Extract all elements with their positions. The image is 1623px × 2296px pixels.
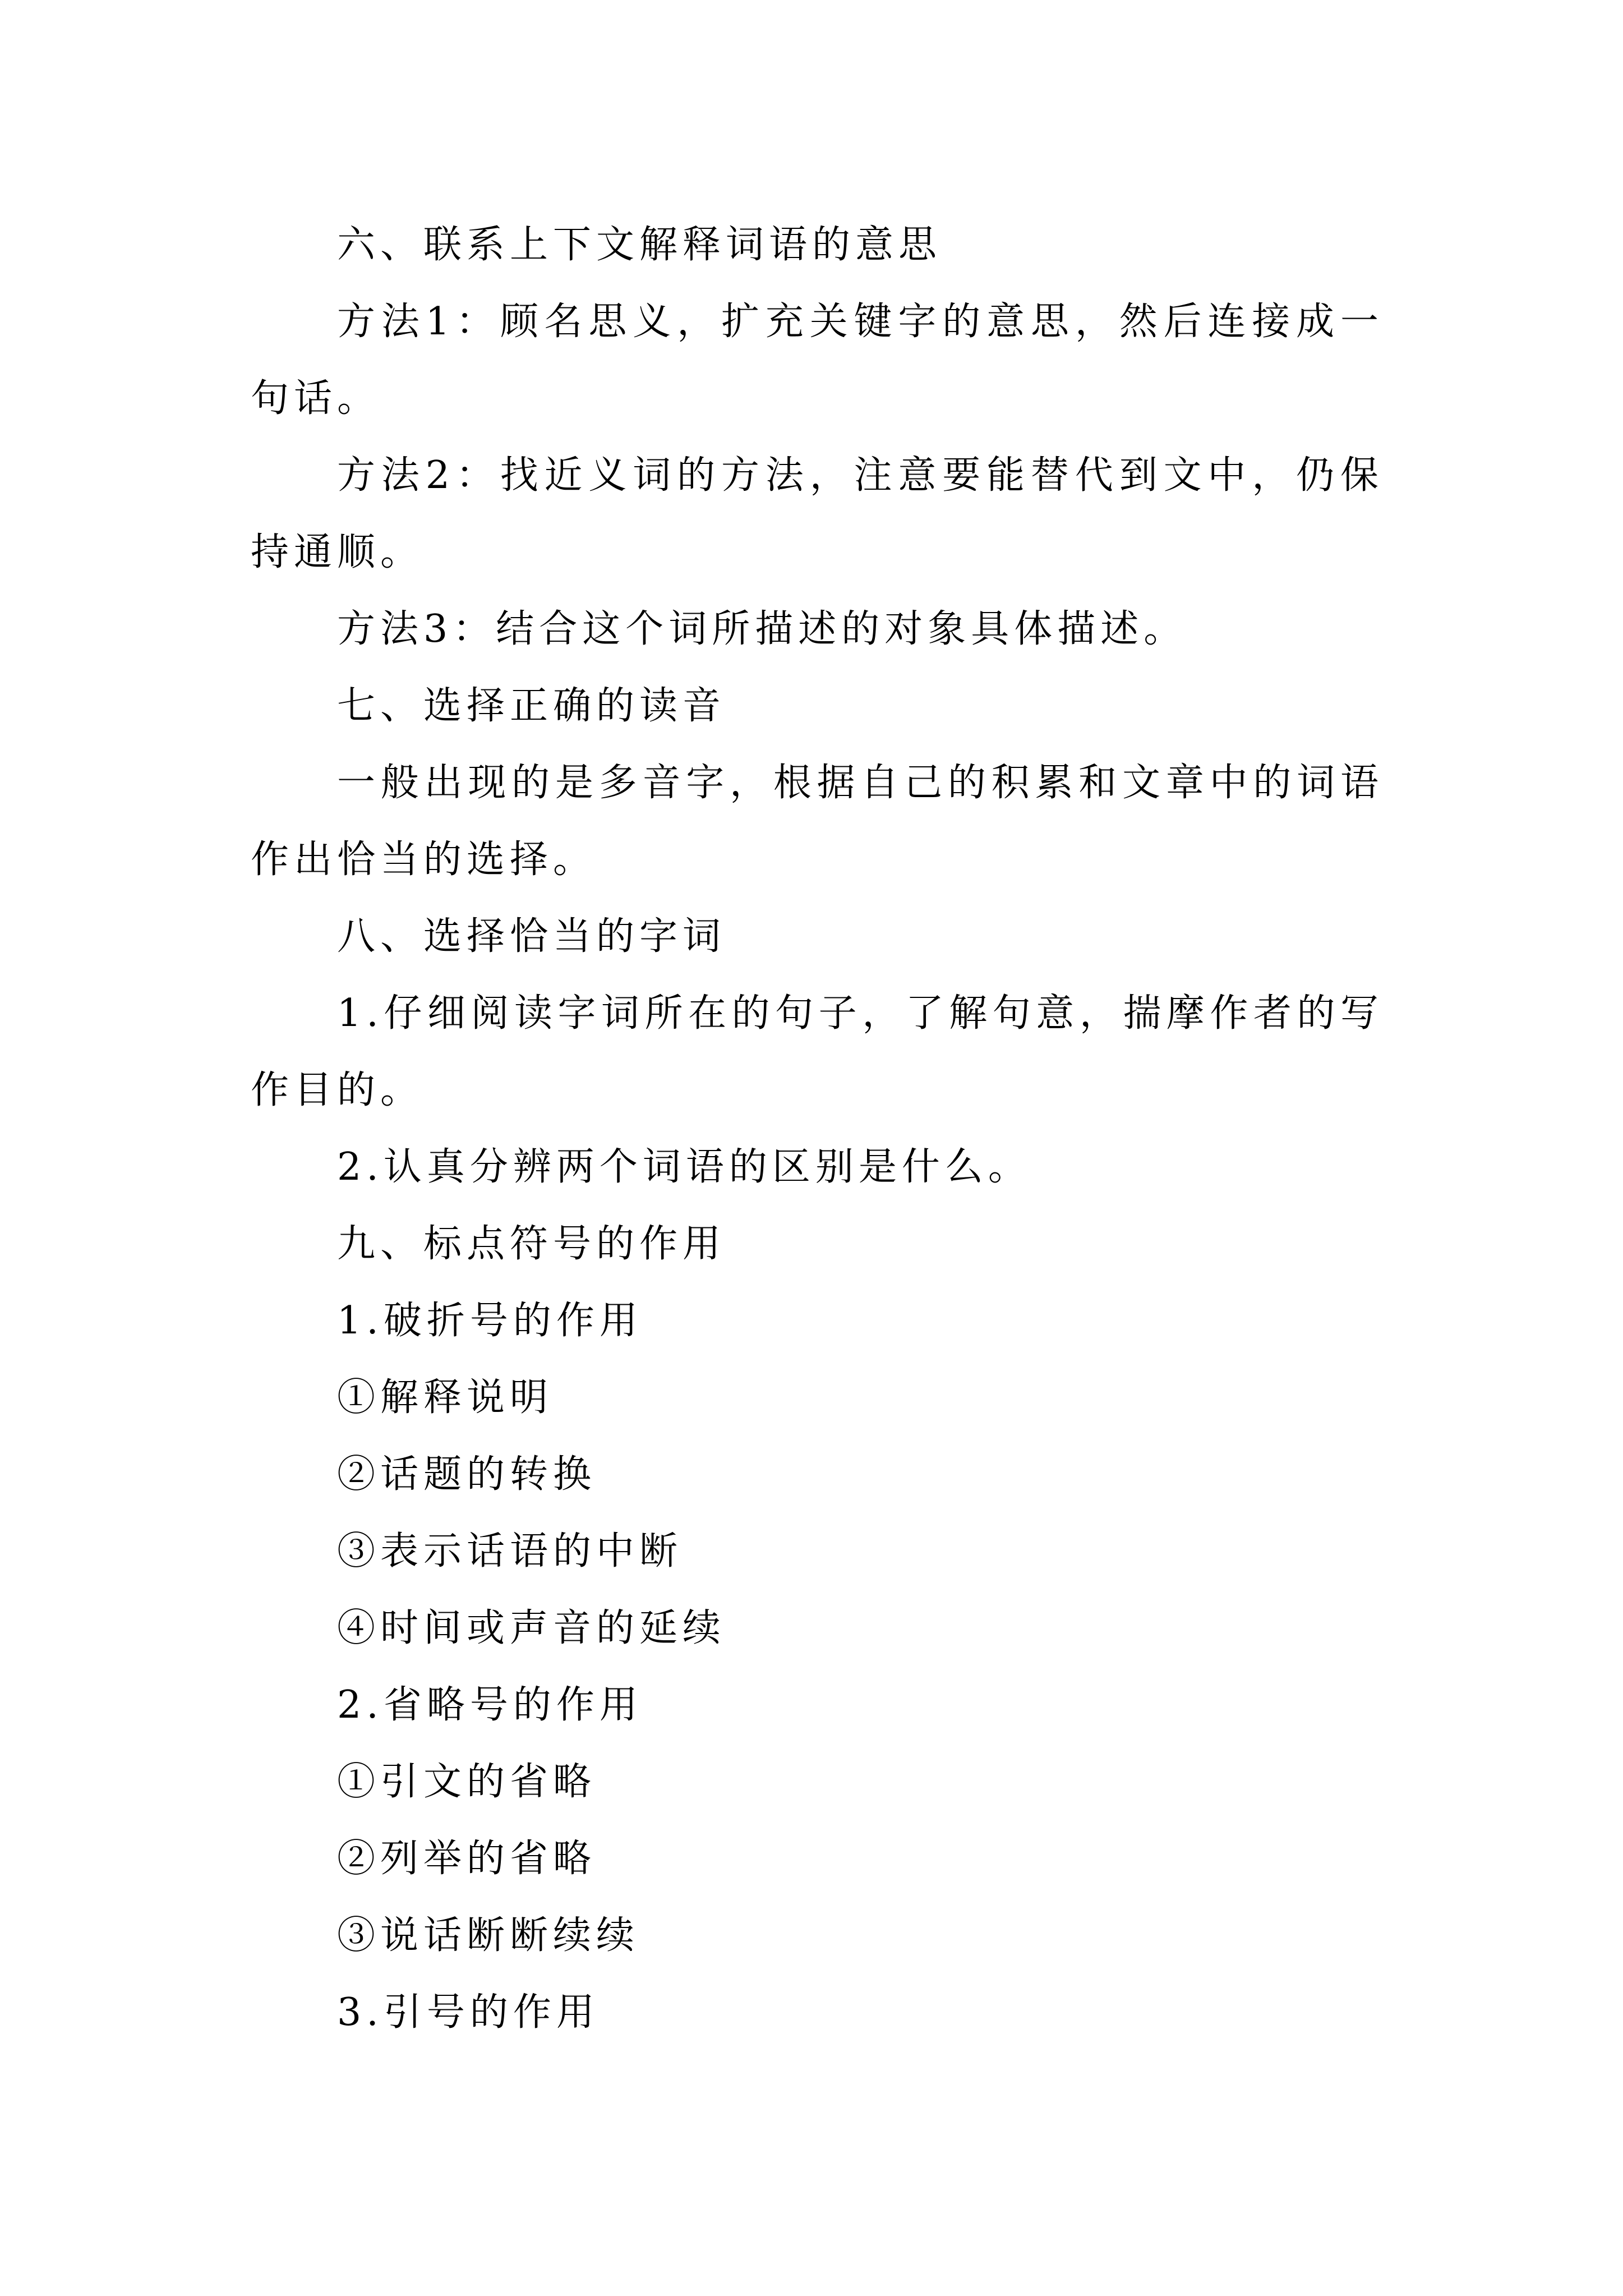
method-2-paragraph: 方法2：找近义词的方法，注意要能替代到文中，仍保持通顺。: [251, 453, 1384, 574]
quotation-usage-heading: 3.引号的作用: [337, 1990, 600, 2035]
dash-usage-item-2: ②话题的转换: [337, 1452, 597, 1497]
section-heading-7: 七、选择正确的读音: [337, 684, 726, 728]
ellipsis-usage-item-3: ③说话断断续续: [337, 1913, 640, 1958]
ellipsis-usage-heading: 2.省略号的作用: [337, 1683, 643, 1727]
word-choice-step-2: 2.认真分辨两个词语的区别是什么。: [337, 1145, 1031, 1189]
polyphone-paragraph: 一般出现的是多音字，根据自己的积累和文章中的词语作出恰当的选择。: [251, 761, 1384, 882]
dash-usage-item-1: ①解释说明: [337, 1375, 554, 1420]
section-heading-6: 六、联系上下文解释词语的意思: [337, 223, 942, 267]
section-heading-8: 八、选择恰当的字词: [337, 914, 726, 959]
dash-usage-heading: 1.破折号的作用: [337, 1299, 643, 1343]
ellipsis-usage-item-2: ②列举的省略: [337, 1837, 597, 1881]
document-body: [251, 206, 1384, 2051]
dash-usage-item-4: ④时间或声音的延续: [337, 1606, 726, 1650]
method-1-paragraph: 方法1：顾名思义，扩充关键字的意思，然后连接成一句话。: [251, 300, 1384, 421]
dash-usage-item-3: ③表示话语的中断: [337, 1529, 683, 1573]
word-choice-step-1: 1.仔细阅读字词所在的句子，了解句意，揣摩作者的写作目的。: [251, 991, 1384, 1112]
method-3-paragraph: 方法3：结合这个词所描述的对象具体描述。: [337, 607, 1187, 651]
ellipsis-usage-item-1: ①引文的省略: [337, 1760, 597, 1804]
section-heading-9: 九、标点符号的作用: [337, 1222, 726, 1266]
